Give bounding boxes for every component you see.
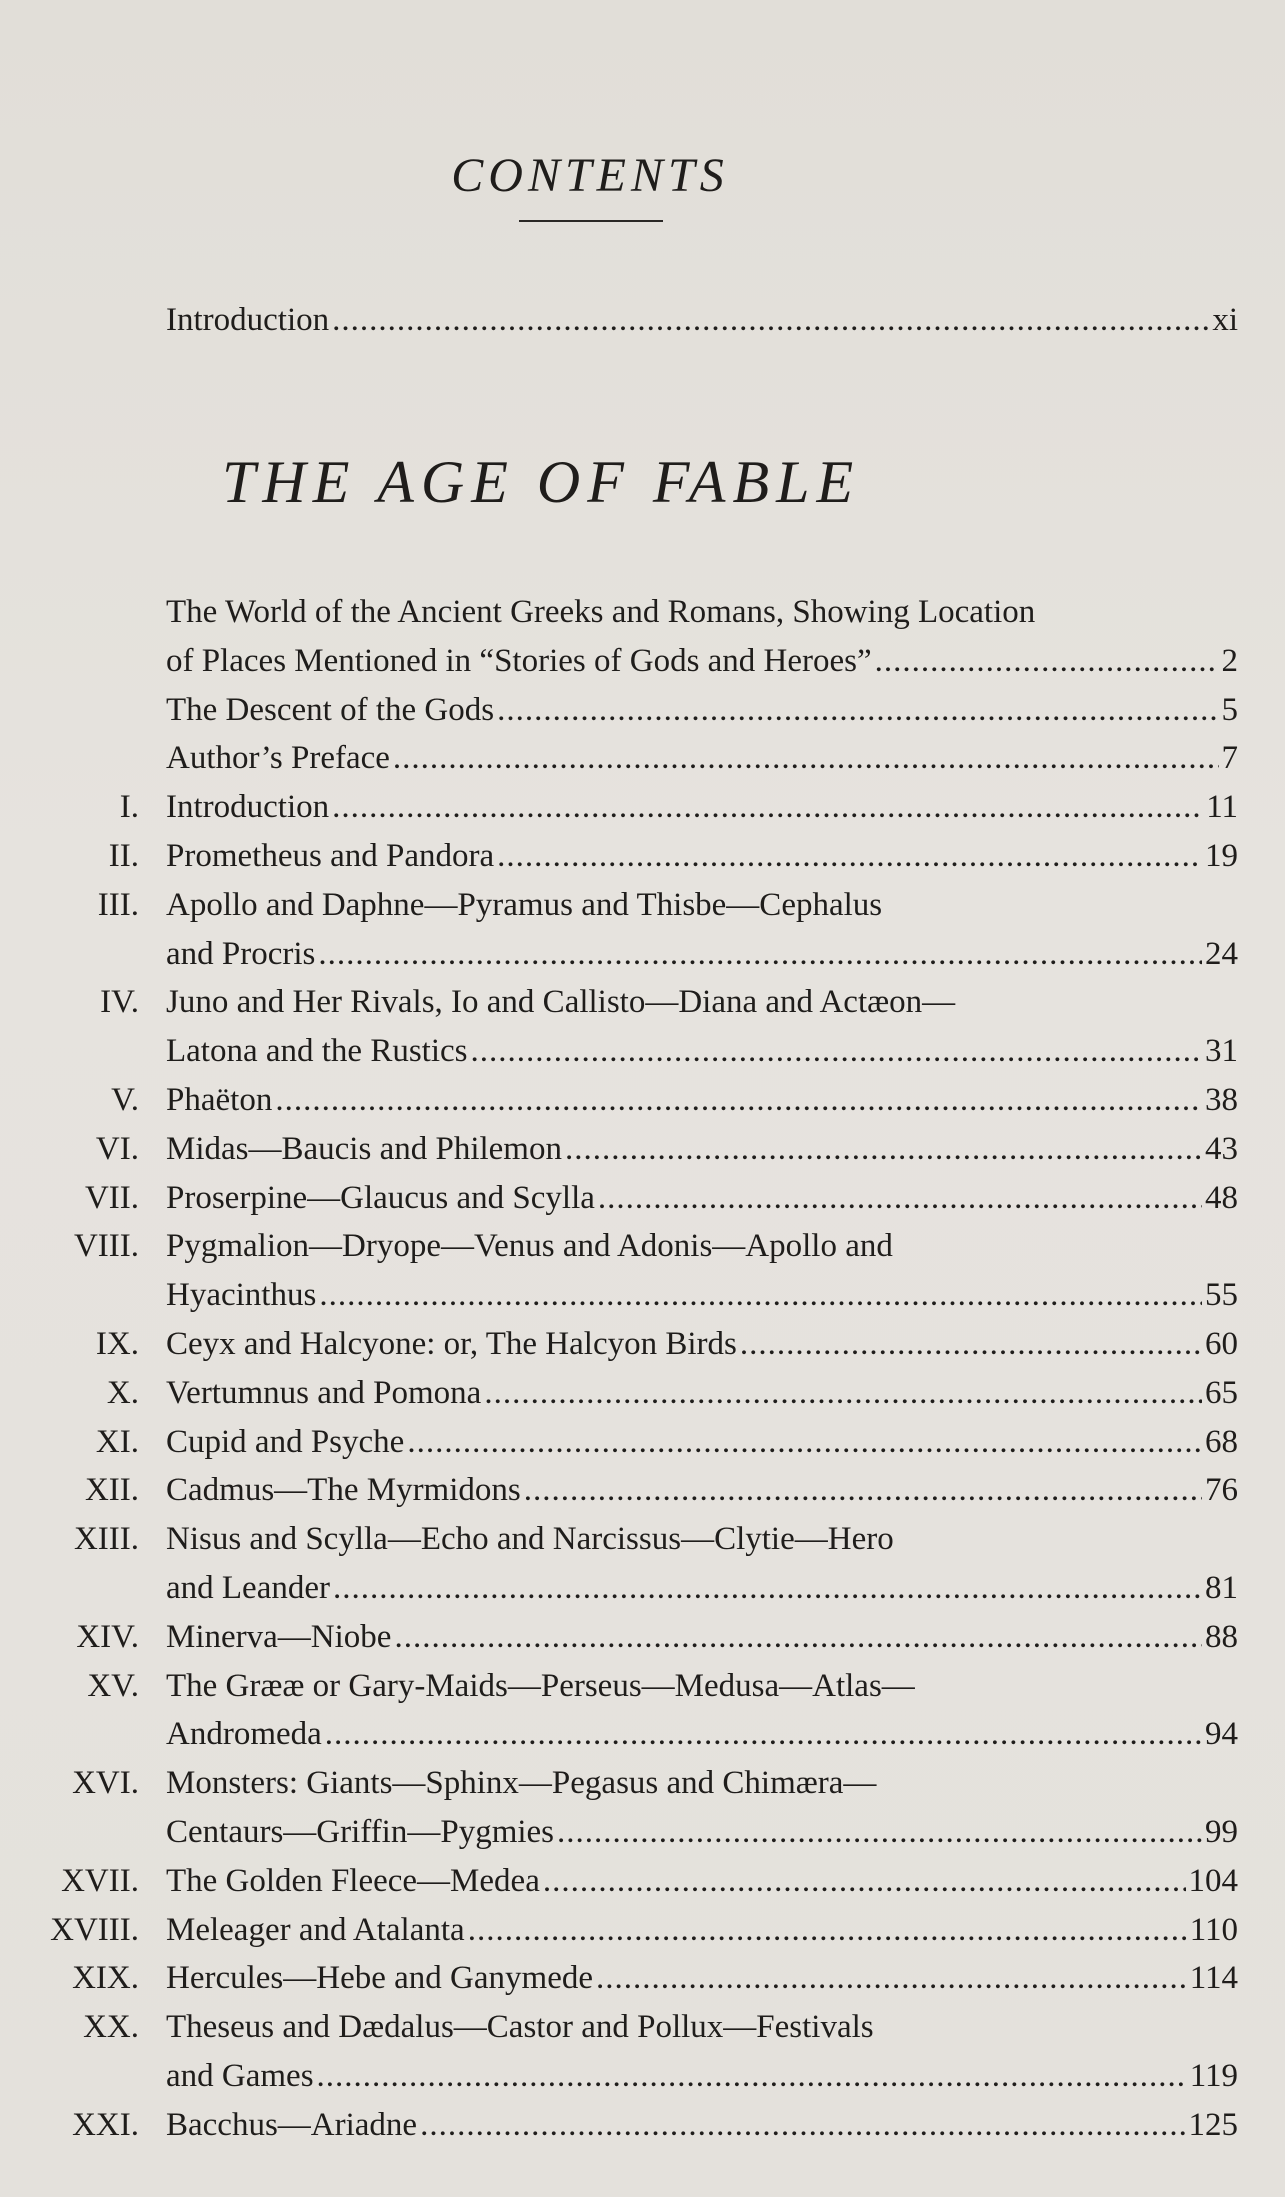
toc-line <box>166 1759 1238 1807</box>
toc-entry-title: and Leander <box>166 1570 330 1606</box>
chapter-number: IX. <box>95 1326 139 1362</box>
dot-leader <box>332 783 1203 831</box>
dot-leader <box>497 832 1202 880</box>
dot-leader <box>333 1564 1202 1612</box>
section-heading: THE AGE OF FABLE <box>222 449 861 515</box>
toc-page-number: 43 <box>1205 1130 1238 1167</box>
toc-line <box>166 1271 1238 1319</box>
toc-line <box>166 1174 1238 1222</box>
toc-line <box>166 978 1238 1026</box>
toc-entry-title: Phaëton <box>166 1082 273 1118</box>
toc-page-number: 7 <box>1221 740 1238 777</box>
heading-rule <box>519 220 663 222</box>
dot-leader <box>468 1906 1187 1954</box>
dot-leader <box>497 686 1218 734</box>
toc-entry-title: Meleager and Atalanta <box>166 1911 465 1948</box>
dot-leader <box>557 1808 1202 1856</box>
toc-entry-title: Author’s Preface <box>166 740 390 777</box>
chapter-number: XVII. <box>61 1862 139 1899</box>
toc-page-number: 65 <box>1205 1374 1238 1411</box>
toc-entry-title: The World of the Ancient Greeks and Romans, Showing Location <box>166 594 1036 630</box>
toc-line <box>166 1906 1238 1954</box>
toc-page-number: 99 <box>1205 1814 1238 1850</box>
toc-entry-title: Pygmalion—Dryope—Venus and Adonis—Apollo and <box>166 1228 893 1265</box>
toc-page-number: 94 <box>1205 1716 1238 1753</box>
toc-entry-title: Ceyx and Halcyone: or, The Halcyon Birds <box>166 1326 737 1362</box>
toc-page-number: 76 <box>1205 1472 1238 1509</box>
toc-page-number: 81 <box>1205 1570 1238 1606</box>
toc-entry-title: Hercules—Hebe and Ganymede <box>166 1960 593 1997</box>
dot-leader <box>420 2101 1185 2149</box>
toc-line <box>166 734 1238 782</box>
chapter-number: X. <box>106 1374 139 1411</box>
dot-leader <box>318 930 1202 978</box>
toc-line <box>166 1320 1238 1368</box>
dot-leader <box>598 1174 1202 1222</box>
toc-entry-title: and Procris <box>166 935 316 972</box>
dot-leader <box>524 1466 1202 1514</box>
toc-page-number: 60 <box>1205 1326 1238 1362</box>
chapter-number: XI. <box>95 1423 139 1460</box>
chapter-number: XX. <box>83 2009 139 2046</box>
toc-line <box>166 1954 1238 2002</box>
toc-page-number: 24 <box>1205 935 1238 972</box>
toc-page-number: 31 <box>1205 1033 1238 1070</box>
toc-entry-title: Bacchus—Ariadne <box>166 2106 418 2143</box>
toc-page-number: 19 <box>1205 838 1238 874</box>
toc-line <box>166 1418 1238 1466</box>
toc-line <box>166 686 1238 734</box>
chapter-number: XVI. <box>72 1765 139 1802</box>
toc-line <box>166 1515 1238 1563</box>
dot-leader <box>484 1369 1202 1417</box>
dot-leader <box>332 296 1209 344</box>
dot-leader <box>319 1271 1202 1319</box>
toc-entry-title: Andromeda <box>166 1716 322 1753</box>
toc-line <box>166 1710 1238 1758</box>
chapter-number: XVIII. <box>50 1911 139 1948</box>
chapter-number: XII. <box>84 1472 139 1509</box>
toc-entry-title: The Descent of the Gods <box>166 691 495 728</box>
toc-page-number: 110 <box>1189 1911 1238 1948</box>
toc-entry-title: Introduction <box>166 302 330 338</box>
toc-line <box>166 588 1238 636</box>
toc-line <box>166 296 1238 344</box>
toc-line <box>166 1222 1238 1270</box>
chapter-number: V. <box>111 1082 139 1118</box>
chapter-number: XIX. <box>72 1960 139 1997</box>
toc-page-number: 104 <box>1188 1862 1238 1899</box>
toc-line <box>166 832 1238 880</box>
chapter-number: XXI. <box>72 2106 139 2143</box>
toc-page-number: 5 <box>1221 691 1238 728</box>
toc-line <box>166 637 1238 685</box>
toc-entry-title: of Places Mentioned in “Stories of Gods and Heroes” <box>166 642 872 679</box>
toc-line <box>166 2003 1238 2051</box>
toc-entry-title: Apollo and Daphne—Pyramus and Thisbe—Cephalus <box>166 886 883 923</box>
dot-leader <box>325 1710 1202 1758</box>
toc-page-number: 2 <box>1221 642 1238 679</box>
toc-page-number: xi <box>1212 302 1238 338</box>
chapter-number: XIII. <box>73 1521 139 1558</box>
chapter-number: I. <box>119 789 139 826</box>
toc-line <box>166 930 1238 978</box>
toc-entry-title: Proserpine—Glaucus and Scylla <box>166 1179 595 1216</box>
toc-page-number: 114 <box>1189 1960 1238 1997</box>
toc-entry-title: Midas—Baucis and Philemon <box>166 1130 562 1167</box>
toc-line <box>166 1076 1238 1124</box>
toc-entry-title: Juno and Her Rivals, Io and Callisto—Diana and Actæon— <box>166 984 956 1021</box>
toc-entry-title: Prometheus and Pandora <box>166 838 495 874</box>
dot-leader <box>471 1027 1202 1075</box>
toc-line <box>166 881 1238 929</box>
dot-leader <box>407 1418 1202 1466</box>
toc-entry-title: Cupid and Psyche <box>166 1423 405 1460</box>
toc-line <box>166 1564 1238 1612</box>
toc-line <box>166 2101 1238 2149</box>
dot-leader <box>875 637 1219 685</box>
toc-line <box>166 1125 1238 1173</box>
dot-leader <box>394 1613 1202 1661</box>
toc-page-number: 119 <box>1189 2058 1238 2094</box>
toc-entry-title: Latona and the Rustics <box>166 1033 468 1070</box>
toc-entry-title: Introduction <box>166 789 330 826</box>
toc-line <box>166 1369 1238 1417</box>
toc-page-number: 38 <box>1205 1082 1238 1118</box>
toc-entry-title: and Games <box>166 2058 314 2094</box>
toc-page-number: 11 <box>1206 789 1238 826</box>
toc-entry-title: Cadmus—The Myrmidons <box>166 1472 521 1509</box>
chapter-number: VI. <box>95 1130 139 1167</box>
chapter-number: VIII. <box>73 1228 139 1265</box>
toc-page-number: 88 <box>1205 1618 1238 1655</box>
toc-entry-title: Monsters: Giants—Sphinx—Pegasus and Chimæra— <box>166 1765 877 1802</box>
dot-leader <box>543 1857 1186 1905</box>
toc-line <box>166 783 1238 831</box>
contents-heading: CONTENTS <box>451 149 729 202</box>
dot-leader <box>393 734 1219 782</box>
toc-page-number: 125 <box>1188 2106 1238 2143</box>
chapter-number: III. <box>97 886 139 923</box>
toc-line <box>166 1662 1238 1710</box>
chapter-number: II. <box>108 838 139 874</box>
toc-line <box>166 2052 1238 2100</box>
toc-entry-title: Centaurs—Griffin—Pygmies <box>166 1814 555 1850</box>
chapter-number: XV. <box>87 1667 139 1704</box>
toc-entry-title: The Grææ or Gary-Maids—Perseus—Medusa—Atlas— <box>166 1667 915 1704</box>
toc-entry-title: Nisus and Scylla—Echo and Narcissus—Clytie—Hero <box>166 1521 894 1558</box>
toc-page-number: 55 <box>1205 1277 1238 1314</box>
toc-line <box>166 1466 1238 1514</box>
toc-line <box>166 1027 1238 1075</box>
toc-page-number: 68 <box>1205 1423 1238 1460</box>
toc-line <box>166 1613 1238 1661</box>
chapter-number: XIV. <box>76 1618 139 1655</box>
chapter-number: VII. <box>84 1179 139 1216</box>
dot-leader <box>565 1125 1202 1173</box>
chapter-number: IV. <box>100 984 139 1021</box>
toc-entry-title: The Golden Fleece—Medea <box>166 1862 540 1899</box>
dot-leader <box>275 1076 1202 1124</box>
toc-line <box>166 1808 1238 1856</box>
toc-entry-title: Hyacinthus <box>166 1277 317 1314</box>
dot-leader <box>317 2052 1187 2100</box>
toc-entry-title: Theseus and Dædalus—Castor and Pollux—Festivals <box>166 2009 874 2046</box>
toc-entry-title: Vertumnus and Pomona <box>166 1374 482 1411</box>
toc-entry-title: Minerva—Niobe <box>166 1618 392 1655</box>
dot-leader <box>596 1954 1187 2002</box>
toc-page-number: 48 <box>1205 1179 1238 1216</box>
dot-leader <box>740 1320 1202 1368</box>
toc-line <box>166 1857 1238 1905</box>
